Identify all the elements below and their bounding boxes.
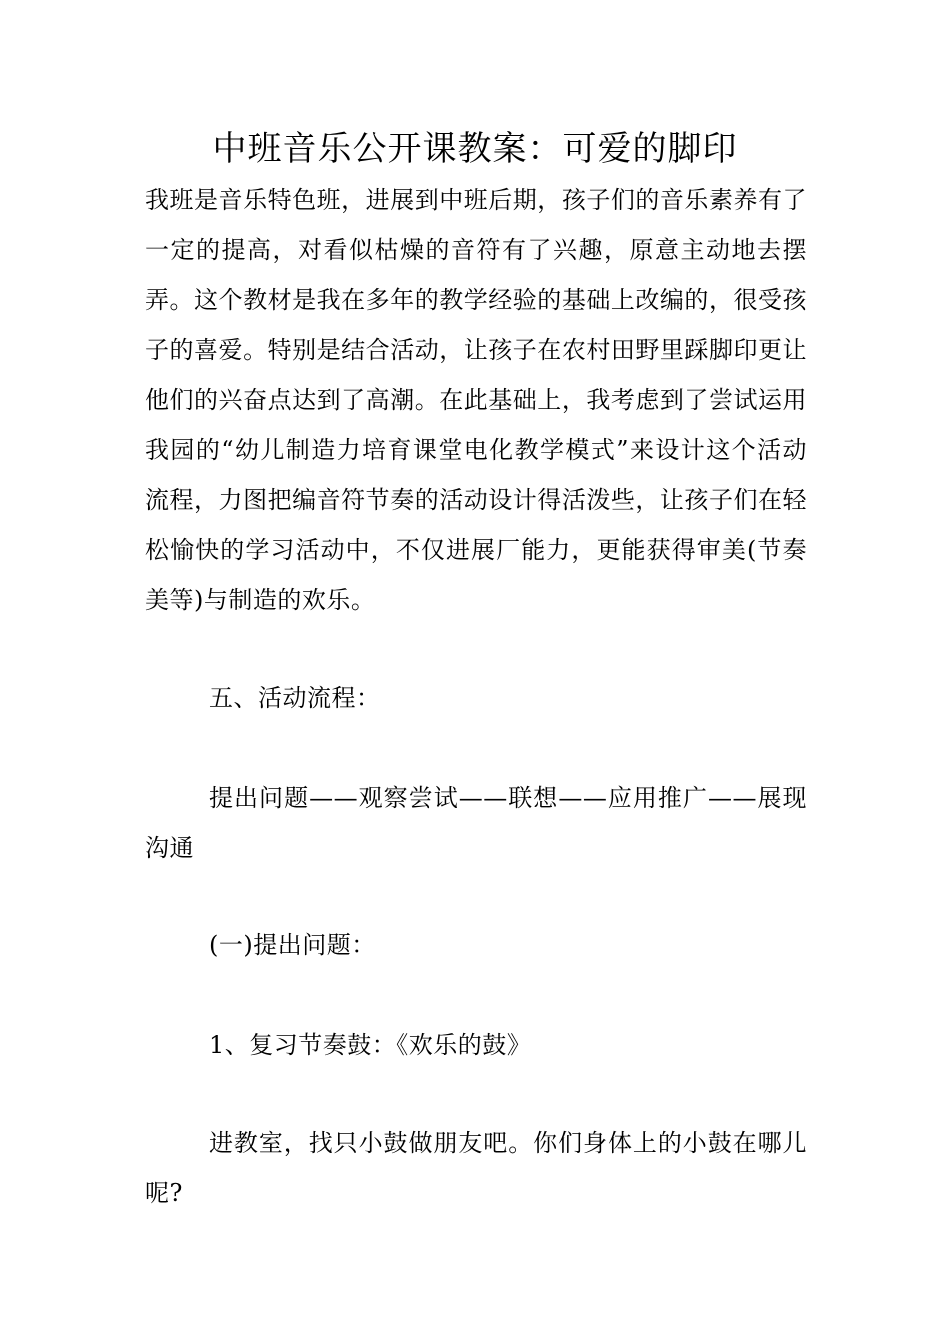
document-title: 中班音乐公开课教案：可爱的脚印: [212, 129, 738, 169]
subsection-heading: (一)提出问题：: [209, 931, 376, 959]
section-heading: 五、活动流程：: [209, 684, 381, 712]
flow-paragraph: 提出问题——观察尝试——联想——应用推广——展现沟通: [145, 784, 807, 862]
item-paragraph: 进教室，找只小鼓做朋友吧。你们身体上的小鼓在哪儿呢?: [145, 1129, 807, 1207]
intro-paragraph: 我班是音乐特色班，进展到中班后期，孩子们的音乐素养有了一定的提高，对看似枯燥的音符有了兴趣，原意主动地去摆弄。这个教材是我在多年的教学经验的基础上改编的，很受孩子的喜爱。特别是结合活动，让孩子在农村田野里踩脚印更让他们的兴奋点达到了高潮。在此基础上，我考虑到了尝试运用我园的“幼儿制造力培育课堂电化教学模式”来设计这个活动流程，力图把编音符节奏的活动设计得活泼些，让孩子们在轻松愉快的学习活动中，不仅进展厂能力，更能获得审美(节奏美等)与制造的欢乐。: [145, 186, 807, 614]
item-heading: 1、复习节奏鼓：《欢乐的鼓》: [209, 1031, 532, 1059]
